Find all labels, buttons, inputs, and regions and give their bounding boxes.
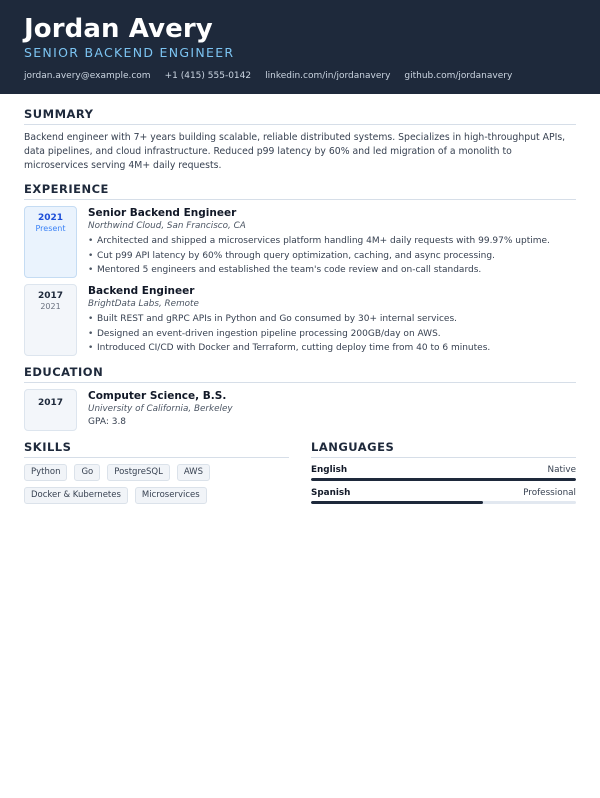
- company-name: BrightData Labs, Remote: [88, 299, 199, 309]
- entry-body: [88, 284, 576, 356]
- date-end: 2021: [40, 302, 61, 311]
- skill-tag: Python: [24, 464, 67, 481]
- language-level: Native: [547, 465, 576, 475]
- date-start: 2017: [37, 291, 64, 301]
- language-level: Professional: [523, 488, 576, 498]
- language-name: Spanish: [311, 488, 351, 498]
- contact-info: [24, 71, 576, 81]
- proficiency-bar: [311, 478, 576, 481]
- skill-tag: AWS: [177, 464, 210, 481]
- skill-tag: Go: [74, 464, 100, 481]
- language-name: English: [311, 465, 348, 475]
- summary-text: Backend engineer with 7+ years building scalable, reliable distributed systems. Specializes in high-throughput APIs, data pipelines, and cloud infrastructure. Reduced p99 latency by 60% and led migration of a monolith to microservices serving 4M+ daily requests.: [24, 132, 566, 171]
- school-name: University of California, Berkeley: [88, 404, 233, 414]
- skill-tags: [24, 464, 269, 504]
- company-name: Northwind Cloud, San Francisco, CA: [88, 221, 246, 231]
- experience-entry: [24, 206, 576, 278]
- achievement-list: [88, 312, 576, 356]
- summary-section: [24, 107, 576, 173]
- section-heading: EDUCATION: [24, 365, 576, 383]
- job-title: SENIOR BACKEND ENGINEER: [24, 45, 235, 60]
- achievement-item: • Built REST and gRPC APIs in Python and Go consumed by 30+ internal services.: [88, 312, 576, 327]
- education-entry: [24, 389, 576, 431]
- entry-body: [88, 206, 576, 278]
- experience-section: [24, 182, 576, 356]
- proficiency-bar: [311, 501, 576, 504]
- email-link[interactable]: jordan.avery@example.com: [24, 71, 151, 81]
- date-badge: [24, 284, 77, 356]
- achievement-item: • Mentored 5 engineers and established the team's code review and on-call standards.: [88, 263, 576, 278]
- skill-tag: Microservices: [135, 487, 207, 504]
- language-item: [311, 464, 576, 481]
- experience-entry: [24, 284, 576, 356]
- date-end: Present: [35, 224, 66, 233]
- degree-title: Computer Science, B.S.: [88, 390, 227, 402]
- entry-body: [88, 389, 576, 431]
- skill-tag: Docker & Kubernetes: [24, 487, 128, 504]
- education-section: [24, 365, 576, 431]
- gpa-value: GPA: 3.8: [88, 417, 127, 427]
- bottom-columns: [24, 440, 576, 504]
- section-heading: SUMMARY: [24, 107, 576, 125]
- phone-number[interactable]: +1 (415) 555-0142: [164, 71, 252, 81]
- linkedin-link[interactable]: linkedin.com/in/jordanavery: [265, 71, 391, 81]
- section-heading: LANGUAGES: [311, 440, 576, 458]
- graduation-year: 2017: [37, 398, 64, 408]
- candidate-name: Jordan Avery: [24, 14, 213, 44]
- date-badge: [24, 206, 77, 278]
- achievement-list: [88, 234, 576, 278]
- resume-header: [0, 0, 600, 94]
- role-title: Backend Engineer: [88, 285, 195, 297]
- language-item: [311, 487, 576, 504]
- proficiency-fill: [311, 501, 483, 504]
- achievement-item: • Designed an event-driven ingestion pipeline processing 200GB/day on AWS.: [88, 327, 576, 342]
- skill-tag: PostgreSQL: [107, 464, 170, 481]
- proficiency-fill: [311, 478, 576, 481]
- github-link[interactable]: github.com/jordanavery: [404, 71, 513, 81]
- section-heading: SKILLS: [24, 440, 289, 458]
- role-title: Senior Backend Engineer: [88, 207, 237, 219]
- date-start: 2021: [37, 213, 64, 223]
- date-badge: [24, 389, 77, 431]
- languages-section: [311, 440, 576, 504]
- achievement-item: • Introduced CI/CD with Docker and Terraform, cutting deploy time from 40 to 6 minutes.: [88, 341, 576, 356]
- achievement-item: • Cut p99 API latency by 60% through query optimization, caching, and async processing.: [88, 249, 576, 264]
- section-heading: EXPERIENCE: [24, 182, 576, 200]
- skills-section: [24, 440, 289, 504]
- achievement-item: • Architected and shipped a microservices platform handling 4M+ daily requests with 99.97% uptime.: [88, 234, 576, 249]
- resume-body: [0, 107, 600, 504]
